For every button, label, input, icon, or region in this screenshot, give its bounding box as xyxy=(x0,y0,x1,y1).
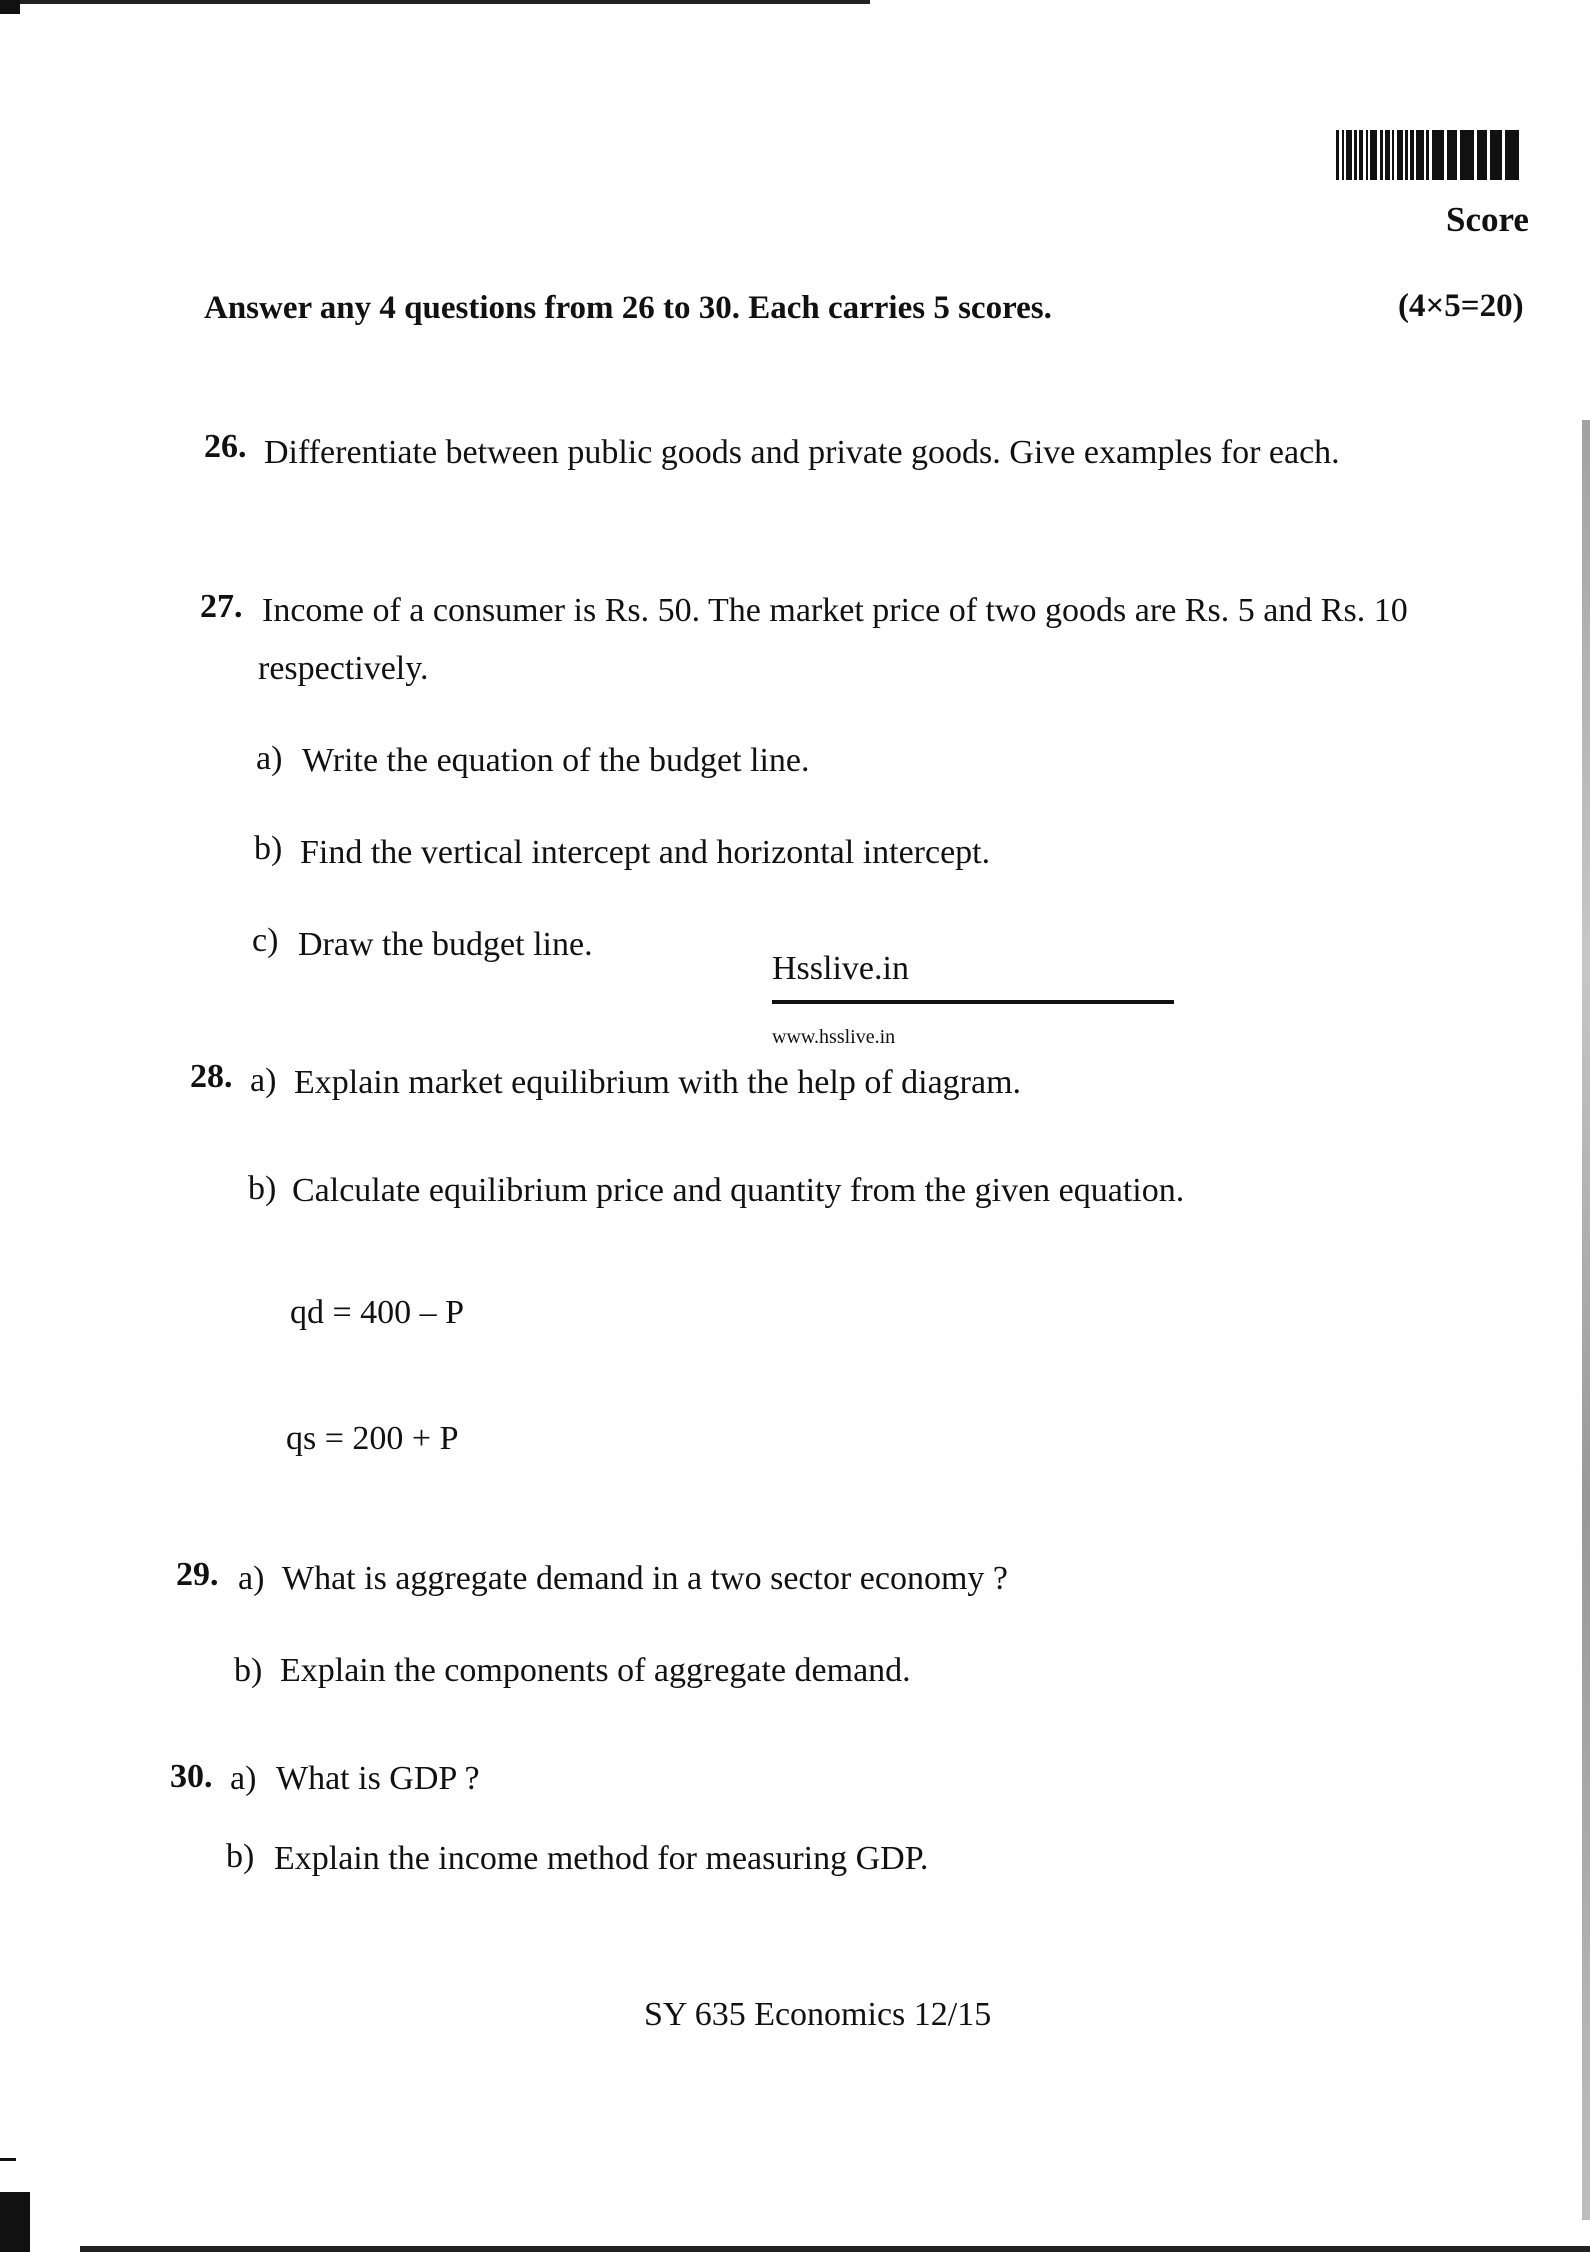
q30a-text: What is GDP ? xyxy=(276,1760,480,1797)
q26-text: Differentiate between public goods and private goods. Give examples for each. xyxy=(264,434,1340,471)
q29a-text: What is aggregate demand in a two sector economy ? xyxy=(282,1560,1009,1597)
instruction: Answer any 4 questions from 26 to 30. Each carries 5 scores. xyxy=(204,290,1052,326)
q28b-text: Calculate equilibrium price and quantity from the given equation. xyxy=(292,1172,1185,1209)
scan-mark-left-tick xyxy=(0,2158,16,2161)
q28-equation-demand: qd = 400 – P xyxy=(290,1294,465,1331)
q28b-label: b) xyxy=(248,1170,277,1207)
q29-number: 29. xyxy=(176,1556,219,1593)
q27c-label: c) xyxy=(252,922,279,959)
q28a-label: a) xyxy=(250,1062,277,1099)
q30-number: 30. xyxy=(170,1758,213,1795)
watermark-url: www.hsslive.in xyxy=(772,1026,896,1048)
watermark-title: Hsslive.in xyxy=(772,950,909,987)
q28a-text: Explain market equilibrium with the help of diagram. xyxy=(294,1064,1022,1101)
scan-edge-right xyxy=(1582,420,1590,2220)
q30a-label: a) xyxy=(230,1760,257,1797)
footer-code: SY 635 Economics 12/15 xyxy=(644,1996,992,2033)
watermark-underline xyxy=(772,1000,1174,1004)
q27c-text: Draw the budget line. xyxy=(298,926,593,963)
score-formula: (4×5=20) xyxy=(1398,288,1524,324)
scan-edge-bottom xyxy=(80,2246,1590,2252)
q27-line2: respectively. xyxy=(258,650,429,687)
q26-number: 26. xyxy=(204,428,247,465)
q27b-label: b) xyxy=(254,830,283,867)
q29b-text: Explain the components of aggregate demand. xyxy=(280,1652,911,1689)
q27-line1: Income of a consumer is Rs. 50. The market price of two goods are Rs. 5 and Rs. 10 xyxy=(262,592,1408,629)
scan-edge-top xyxy=(0,0,870,4)
q28-number: 28. xyxy=(190,1058,233,1095)
q29a-label: a) xyxy=(238,1560,265,1597)
q28-equation-supply: qs = 200 + P xyxy=(286,1420,459,1457)
q30b-label: b) xyxy=(226,1838,255,1875)
scan-mark-bottom-left xyxy=(0,2192,30,2252)
q27-number: 27. xyxy=(200,588,243,625)
q29b-label: b) xyxy=(234,1652,263,1689)
q27a-label: a) xyxy=(256,740,283,777)
q27b-text: Find the vertical intercept and horizontal intercept. xyxy=(300,834,991,871)
score-label: Score xyxy=(1446,200,1529,239)
scan-mark-top-left xyxy=(0,0,20,14)
q27a-text: Write the equation of the budget line. xyxy=(302,742,810,779)
barcode xyxy=(1336,130,1532,180)
q30b-text: Explain the income method for measuring GDP. xyxy=(274,1840,929,1877)
